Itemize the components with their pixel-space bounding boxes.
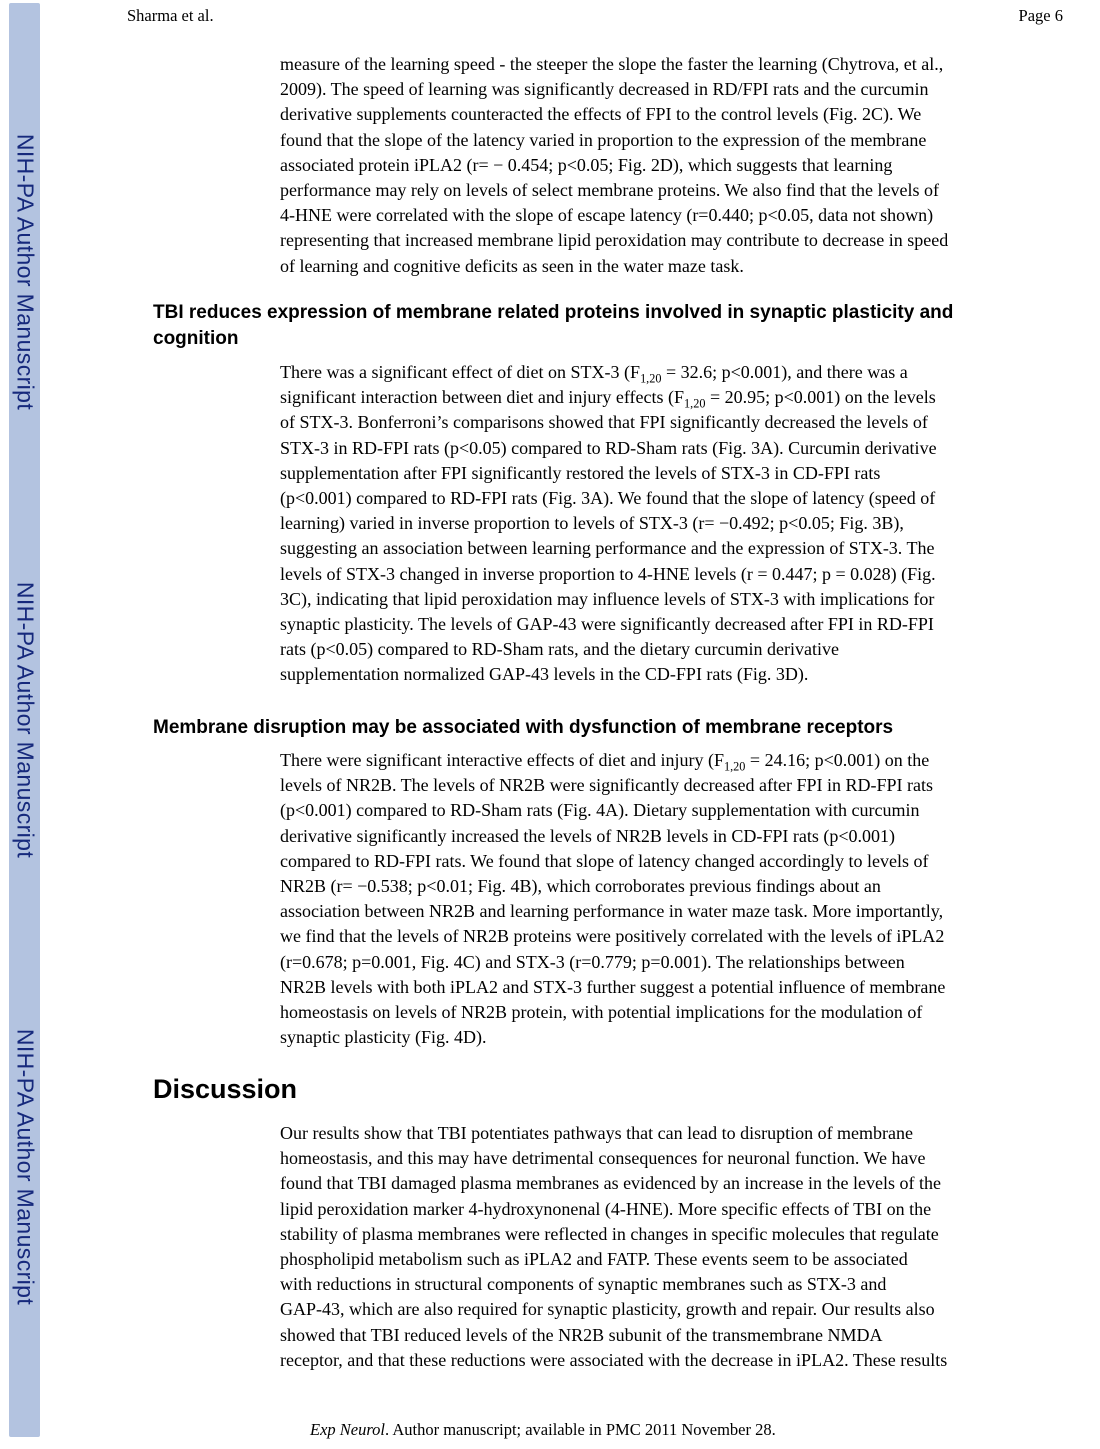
text-line: There were significant interactive effects of diet and injury ($F_{1,20} = 24.16$; p<0.001) on the (280, 750, 930, 774)
journal-citation-footer: Exp Neurol. Author manuscript; available in PMC 2011 November 28. (310, 1420, 776, 1439)
text-line: NR2B levels with both iPLA2 and STX-3 further suggest a potential influence of membrane (280, 976, 946, 997)
text-line: showed that TBI reduced levels of the NR2B subunit of the transmembrane NMDA (280, 1324, 883, 1345)
text-line: performance may rely on levels of select membrane proteins. We also find that the levels of (280, 179, 939, 200)
text-line: we find that the levels of NR2B proteins were positively correlated with the levels of iPLA2 (280, 926, 945, 947)
text-line: significant interaction between diet and injury effects ($F_{1,20} = 20.95$; p<0.001) on the levels (280, 387, 936, 411)
nih-pa-banner-bottom: NIH-PA Author Manuscript (12, 1028, 39, 1306)
text-line: supplementation normalized GAP-43 levels in the CD-FPI rats (Fig. 3D). (280, 664, 809, 685)
section-heading-tbi-reduces (153, 300, 1083, 352)
text-line: TBI reduces expression of membrane related proteins involved in synaptic plasticity and (153, 302, 954, 323)
nih-pa-banner-middle: NIH-PA Author Manuscript (12, 581, 39, 859)
text-line: synaptic plasticity. The levels of GAP-43 were significantly decreased after FPI in RD-FPI (280, 613, 934, 634)
text-line: suggesting an association between learning performance and the expression of STX-3. The (280, 538, 935, 559)
text-line: stability of plasma membranes were reflected in changes in specific molecules that regulate (280, 1223, 939, 1244)
text-line: Membrane disruption may be associated with dysfunction of membrane receptors (153, 717, 894, 738)
paragraph-learning-speed (280, 52, 1080, 279)
text-line: found that the slope of the latency varied in proportion to the expression of the membrane (280, 129, 927, 150)
page-number: Page 6 (1018, 6, 1063, 25)
text-line: association between NR2B and learning performance in water maze task. More importantly, (280, 901, 944, 922)
section-heading-membrane-disruption (153, 715, 1083, 741)
text-line: associated protein iPLA2 (r= − 0.454; p<0.05; Fig. 2D), which suggests that learning (280, 154, 893, 175)
text-line: found that TBI damaged plasma membranes as evidenced by an increase in the levels of the (280, 1173, 941, 1194)
text-line: (p<0.001) compared to RD-Sham rats (Fig. 4A). Dietary supplementation with curcumin (280, 800, 920, 821)
text-line: representing that increased membrane lipid peroxidation may contribute to decrease in speed (280, 230, 949, 251)
paragraph-discussion (280, 1121, 1080, 1373)
text-line: phospholipid metabolism such as iPLA2 and FATP. These events seem to be associated (280, 1248, 908, 1269)
text-line: learning) varied in inverse proportion to levels of STX-3 (r= −0.492; p<0.05; Fig. 3B), (280, 513, 904, 534)
text-line: derivative supplements counteracted the effects of FPI to the control levels (Fig. 2C). We (280, 104, 922, 125)
text-line: measure of the learning speed - the steeper the slope the faster the learning (Chytrova, et al., (280, 54, 944, 74)
text-line: There was a significant effect of diet on STX-3 ($F_{1,20} = 32.6$; p<0.001), and there was a (280, 362, 908, 386)
text-line: Our results show that TBI potentiates pathways that can lead to disruption of membrane (280, 1123, 914, 1143)
text-line: 2009). The speed of learning was significantly decreased in RD/FPI rats and the curcumin (280, 79, 929, 100)
text-line: compared to RD-FPI rats. We found that slope of latency changed accordingly to levels of (280, 850, 929, 871)
text-line: STX-3 in RD-FPI rats (p<0.05) compared to RD-Sham rats (Fig. 3A). Curcumin derivative (280, 437, 937, 458)
text-line: rats (p<0.05) compared to RD-Sham rats, and the dietary curcumin derivative (280, 639, 839, 660)
section-heading-discussion (153, 1072, 1083, 1106)
paragraph-stx3 (280, 360, 1080, 687)
text-line: cognition (153, 328, 239, 349)
text-line: levels of STX-3 changed in inverse proportion to 4-HNE levels (r = 0.447; p = 0.028) (Fig. (280, 563, 936, 584)
paragraph-nr2b (280, 748, 1080, 1050)
text-line: 3C), indicating that lipid peroxidation may influence levels of STX-3 with implications for (280, 588, 935, 609)
text-line: lipid peroxidation marker 4-hydroxynonenal (4-HNE). More specific effects of TBI on the (280, 1198, 932, 1219)
text-line: (r=0.678; p=0.001, Fig. 4C) and STX-3 (r=0.779; p=0.001). The relationships between (280, 951, 905, 972)
running-head-author: Sharma et al. (127, 6, 214, 25)
text-line: homeostasis, and this may have detrimental consequences for neuronal function. We have (280, 1148, 926, 1169)
text-line: GAP-43, which are also required for synaptic plasticity, growth and repair. Our results also (280, 1299, 935, 1320)
text-line: (p<0.001) compared to RD-FPI rats (Fig. 3A). We found that the slope of latency (speed of (280, 487, 936, 508)
text-line: NR2B (r= −0.538; p<0.01; Fig. 4B), which corroborates previous findings about an (280, 875, 881, 896)
text-line: synaptic plasticity (Fig. 4D). (280, 1027, 487, 1048)
text-line: levels of NR2B. The levels of NR2B were significantly decreased after FPI in RD-FPI rats (280, 775, 934, 796)
text-line: with reductions in structural components of synaptic membranes such as STX-3 and (280, 1274, 887, 1295)
nih-pa-banner-top: NIH-PA Author Manuscript (12, 133, 39, 411)
text-line: receptor, and that these reductions were associated with the decrease in iPLA2. These results (280, 1349, 948, 1370)
text-line: of learning and cognitive deficits as seen in the water maze task. (280, 255, 744, 276)
text-line: derivative significantly increased the levels of NR2B levels in CD-FPI rats (p<0.001) (280, 825, 896, 846)
text-line: supplementation after FPI significantly restored the levels of STX-3 in CD-FPI rats (280, 462, 881, 483)
text-line: homeostasis on levels of NR2B protein, with potential implications for the modulation of (280, 1001, 923, 1022)
text-line: Discussion (153, 1074, 298, 1104)
text-line: 4-HNE were correlated with the slope of escape latency (r=0.440; p<0.05, data not shown) (280, 205, 934, 226)
text-line: of STX-3. Bonferroni’s comparisons showed that FPI significantly decreased the levels of (280, 412, 928, 433)
